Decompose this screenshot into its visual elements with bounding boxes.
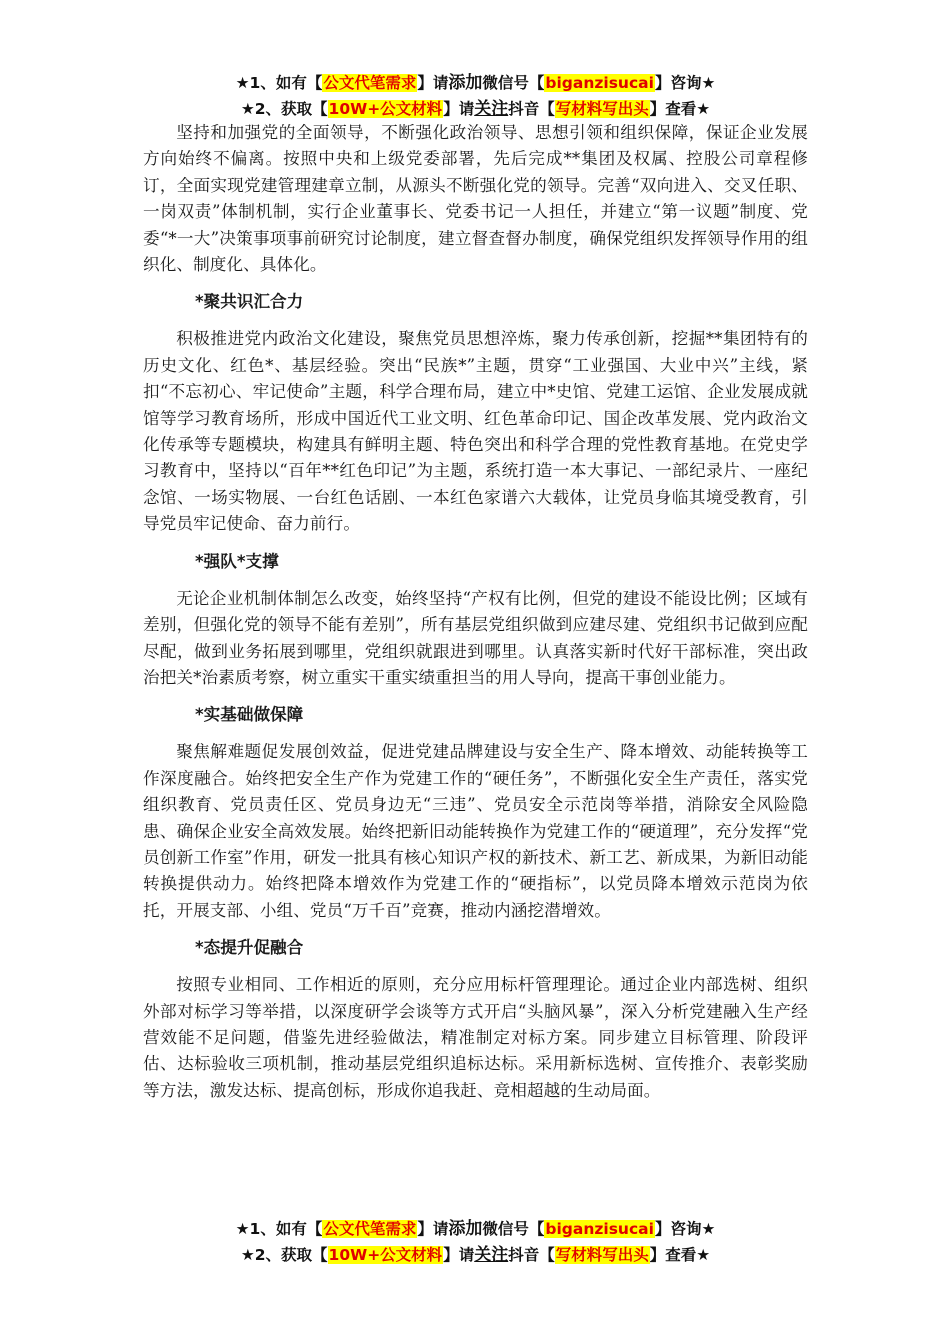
promo-banner-top [143, 70, 808, 122]
promo-line-1: ★1、如有【公文代笔需求】请添加微信号【biganzisucai】咨询★ [235, 1219, 716, 1239]
paragraph: 聚焦解难题促发展创效益，促进党建品牌建设与安全生产、降本增效、动能转换等工作深度融合。始终把安全生产作为党建工作的“硬任务”，不断强化安全生产责任，落实党组织教育、党员责任区、党员身边无“三违”、党员安全示范岗等举措，消除安全风险隐患、确保企业安全高效发展。始终把新旧动能转换作为党建工作的“硬道理”，充分发挥“党员创新工作室”作用，研发一批具有核心知识产权的新技术、新工艺、新成果，为新旧动能转换提供动力。始终把降本增效作为党建工作的“硬指标”，以党员降本增效示范岗为依托，开展支部、小组、党员“万千百”竞赛，推动内涵挖潜增效。 [143, 742, 808, 920]
section-heading: *实基础做保障 [195, 705, 304, 725]
wechat-id: biganzisucai [545, 74, 654, 92]
paragraph: 无论企业机制体制怎么改变，始终坚持“产权有比例，但党的建设不能设比例；区域有差别，但强化党的领导不能有差别”，所有基层党组织做到应建尽建、党组织书记做到应配尽配，做到业务拓展到哪里，党组织就跟进到哪里。认真落实新时代好干部标准，突出政治把关*治素质考察，树立重实干重实绩重担当的用人导向，提高干事创业能力。 [143, 588, 808, 687]
paragraph: 坚持和加强党的全面领导，不断强化政治领导、思想引领和组织保障，保证企业发展方向始终不偏离。按照中央和上级党委部署，先后完成**集团及权属、控股公司章程修订，全面实现党建管理建章立制，从源头不断强化党的领导。完善“双向进入、交叉任职、一岗双责”体制机制，实行企业董事长、党委书记一人担任，并建立“第一议题”制度、党委“*一大”决策事项事前研究讨论制度，建立督查督办制度，确保党组织发挥领导作用的组织化、制度化、具体化。 [143, 123, 808, 275]
section-heading: *聚共识汇合力 [195, 292, 304, 312]
promo-line-2: ★2、获取【10W+公文材料】请关注抖音【写材料写出头】查看★ [240, 1245, 711, 1265]
paragraph: 积极推进党内政治文化建设，聚焦党员思想淬炼，聚力传承创新，挖掘**集团特有的历史文化、红色*、基层经验。突出“民族*”主题，贯穿“工业强国、大业中兴”主线，紧扣“不忘初心、牢记使命”主题，科学合理布局，建立中*史馆、党建工运馆、企业发展成就馆等学习教育场所，形成中国近代工业文明、红色革命印记、国企改革发展、党内政治文化传承等专题模块，构建具有鲜明主题、特色突出和科学合理的党性教育基地。在党史学习教育中，坚持以“百年**红色印记”为主题，系统打造一本大事记、一部纪录片、一座纪念馆、一场实物展、一台红色话剧、一本红色家谱六大载体，让党员身临其境受教育，引导党员牢记使命、奋力前行。 [143, 329, 808, 534]
promo-banner-bottom [143, 1216, 808, 1268]
promo-line-2: ★2、获取【10W+公文材料】请关注抖音【写材料写出头】查看★ [240, 99, 711, 119]
promo-line-1: ★1、如有【公文代笔需求】请添加微信号【biganzisucai】咨询★ [235, 73, 716, 93]
douyin-id: 写材料写出头 [555, 1246, 649, 1264]
document-body [143, 120, 808, 1104]
wechat-id: biganzisucai [545, 1220, 654, 1238]
section-heading: *态提升促融合 [195, 938, 304, 958]
section-heading: *强队*支撑 [195, 551, 279, 571]
paragraph: 按照专业相同、工作相近的原则，充分应用标杆管理理论。通过企业内部选树、组织外部对标学习等举措，以深度研学会谈等方式开启“头脑风暴”，深入分析党建融入生产经营效能不足问题，借鉴先进经验做法，精准制定对标方案。同步建立目标管理、阶段评估、达标验收三项机制，推动基层党组织追标达标。采用新标选树、宣传推介、表彰奖励等方法，激发达标、提高创标，形成你追我赶、竞相超越的生动局面。 [143, 975, 808, 1100]
douyin-id: 写材料写出头 [555, 100, 649, 118]
